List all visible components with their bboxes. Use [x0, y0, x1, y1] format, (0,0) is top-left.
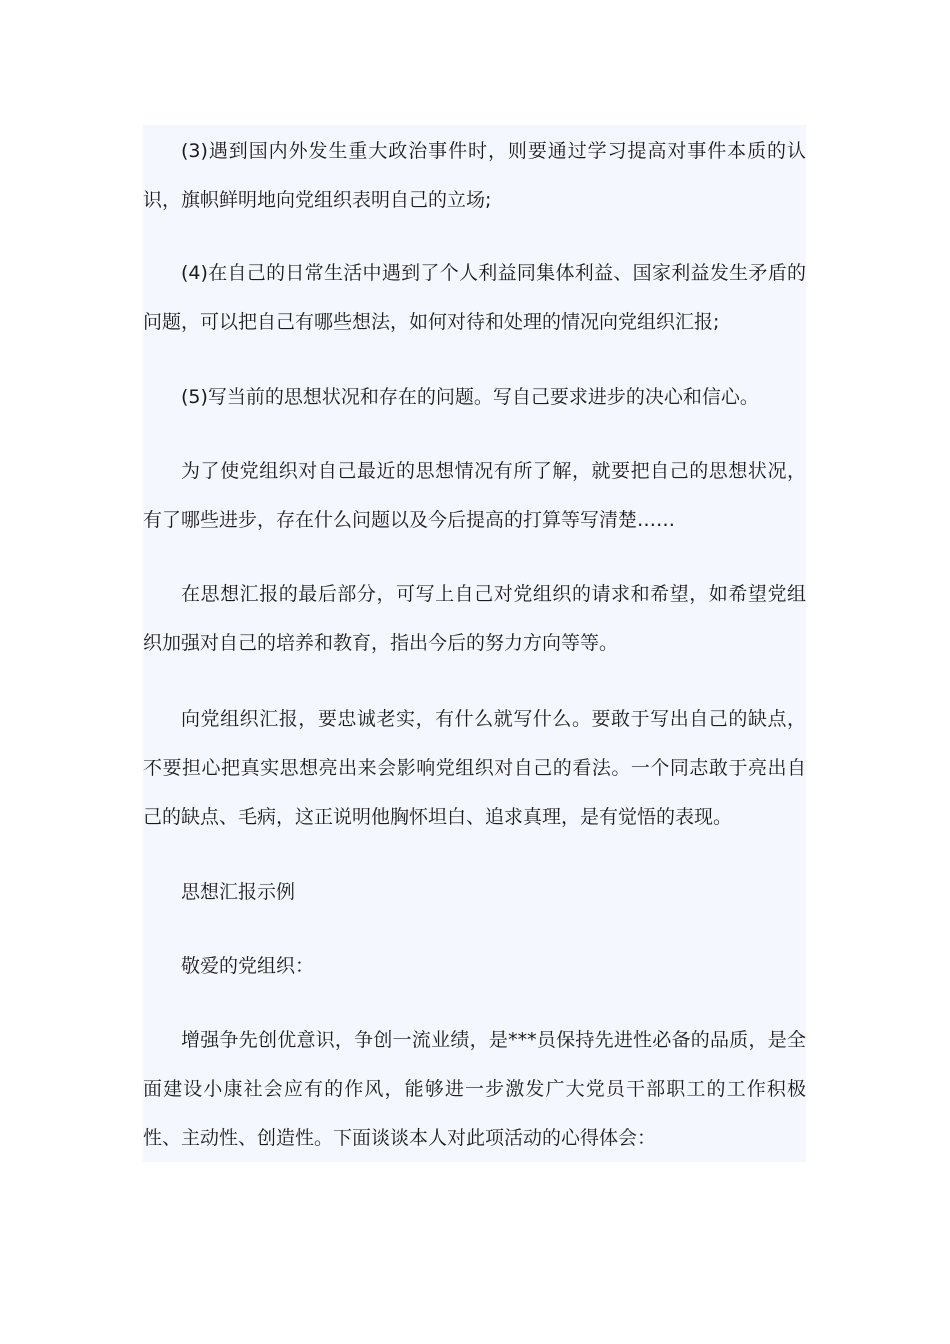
paragraph-closing-guide: 在思想汇报的最后部分，可写上自己对党组织的请求和希望，如希望党组织加强对自己的培养和教育，指出今后的努力方向等等。: [143, 583, 806, 654]
paragraph-example-body: 增强争先创优意识，争创一流业绩，是***员保持先进性必备的品质，是全面建设小康社会应有的作风，能够进一步激发广大党员干部职工的工作积极性、主动性、创造性。下面谈谈本人对此项活动的心得体会：: [143, 1029, 806, 1149]
paragraph-item-3: (3)遇到国内外发生重大政治事件时，则要通过学习提高对事件本质的认识，旗帜鲜明地向党组织表明自己的立场;: [143, 140, 806, 211]
paragraph-item-4: (4)在自己的日常生活中遇到了个人利益同集体利益、国家利益发生矛盾的问题，可以把自己有哪些想法，如何对待和处理的情况向党组织汇报;: [143, 262, 806, 333]
salutation: 敬爱的党组织：: [181, 955, 315, 977]
paragraph-content-guide: 为了使党组织对自己最近的思想情况有所了解，就要把自己的思想状况，有了哪些进步，存在什么问题以及今后提高的打算等写清楚……: [143, 460, 806, 531]
paragraph-honesty: 向党组织汇报，要忠诚老实，有什么就写什么。要敢于写出自己的缺点，不要担心把真实思想亮出来会影响党组织对自己的看法。一个同志敢于亮出自己的缺点、毛病，这正说明他胸怀坦白、追求真理，是有觉悟的表现。: [143, 708, 806, 828]
paragraph-item-5: (5)写当前的思想状况和存在的问题。写自己要求进步的决心和信心。: [181, 386, 759, 408]
section-heading-example: 思想汇报示例: [181, 881, 296, 903]
document-body: [143, 125, 806, 1162]
